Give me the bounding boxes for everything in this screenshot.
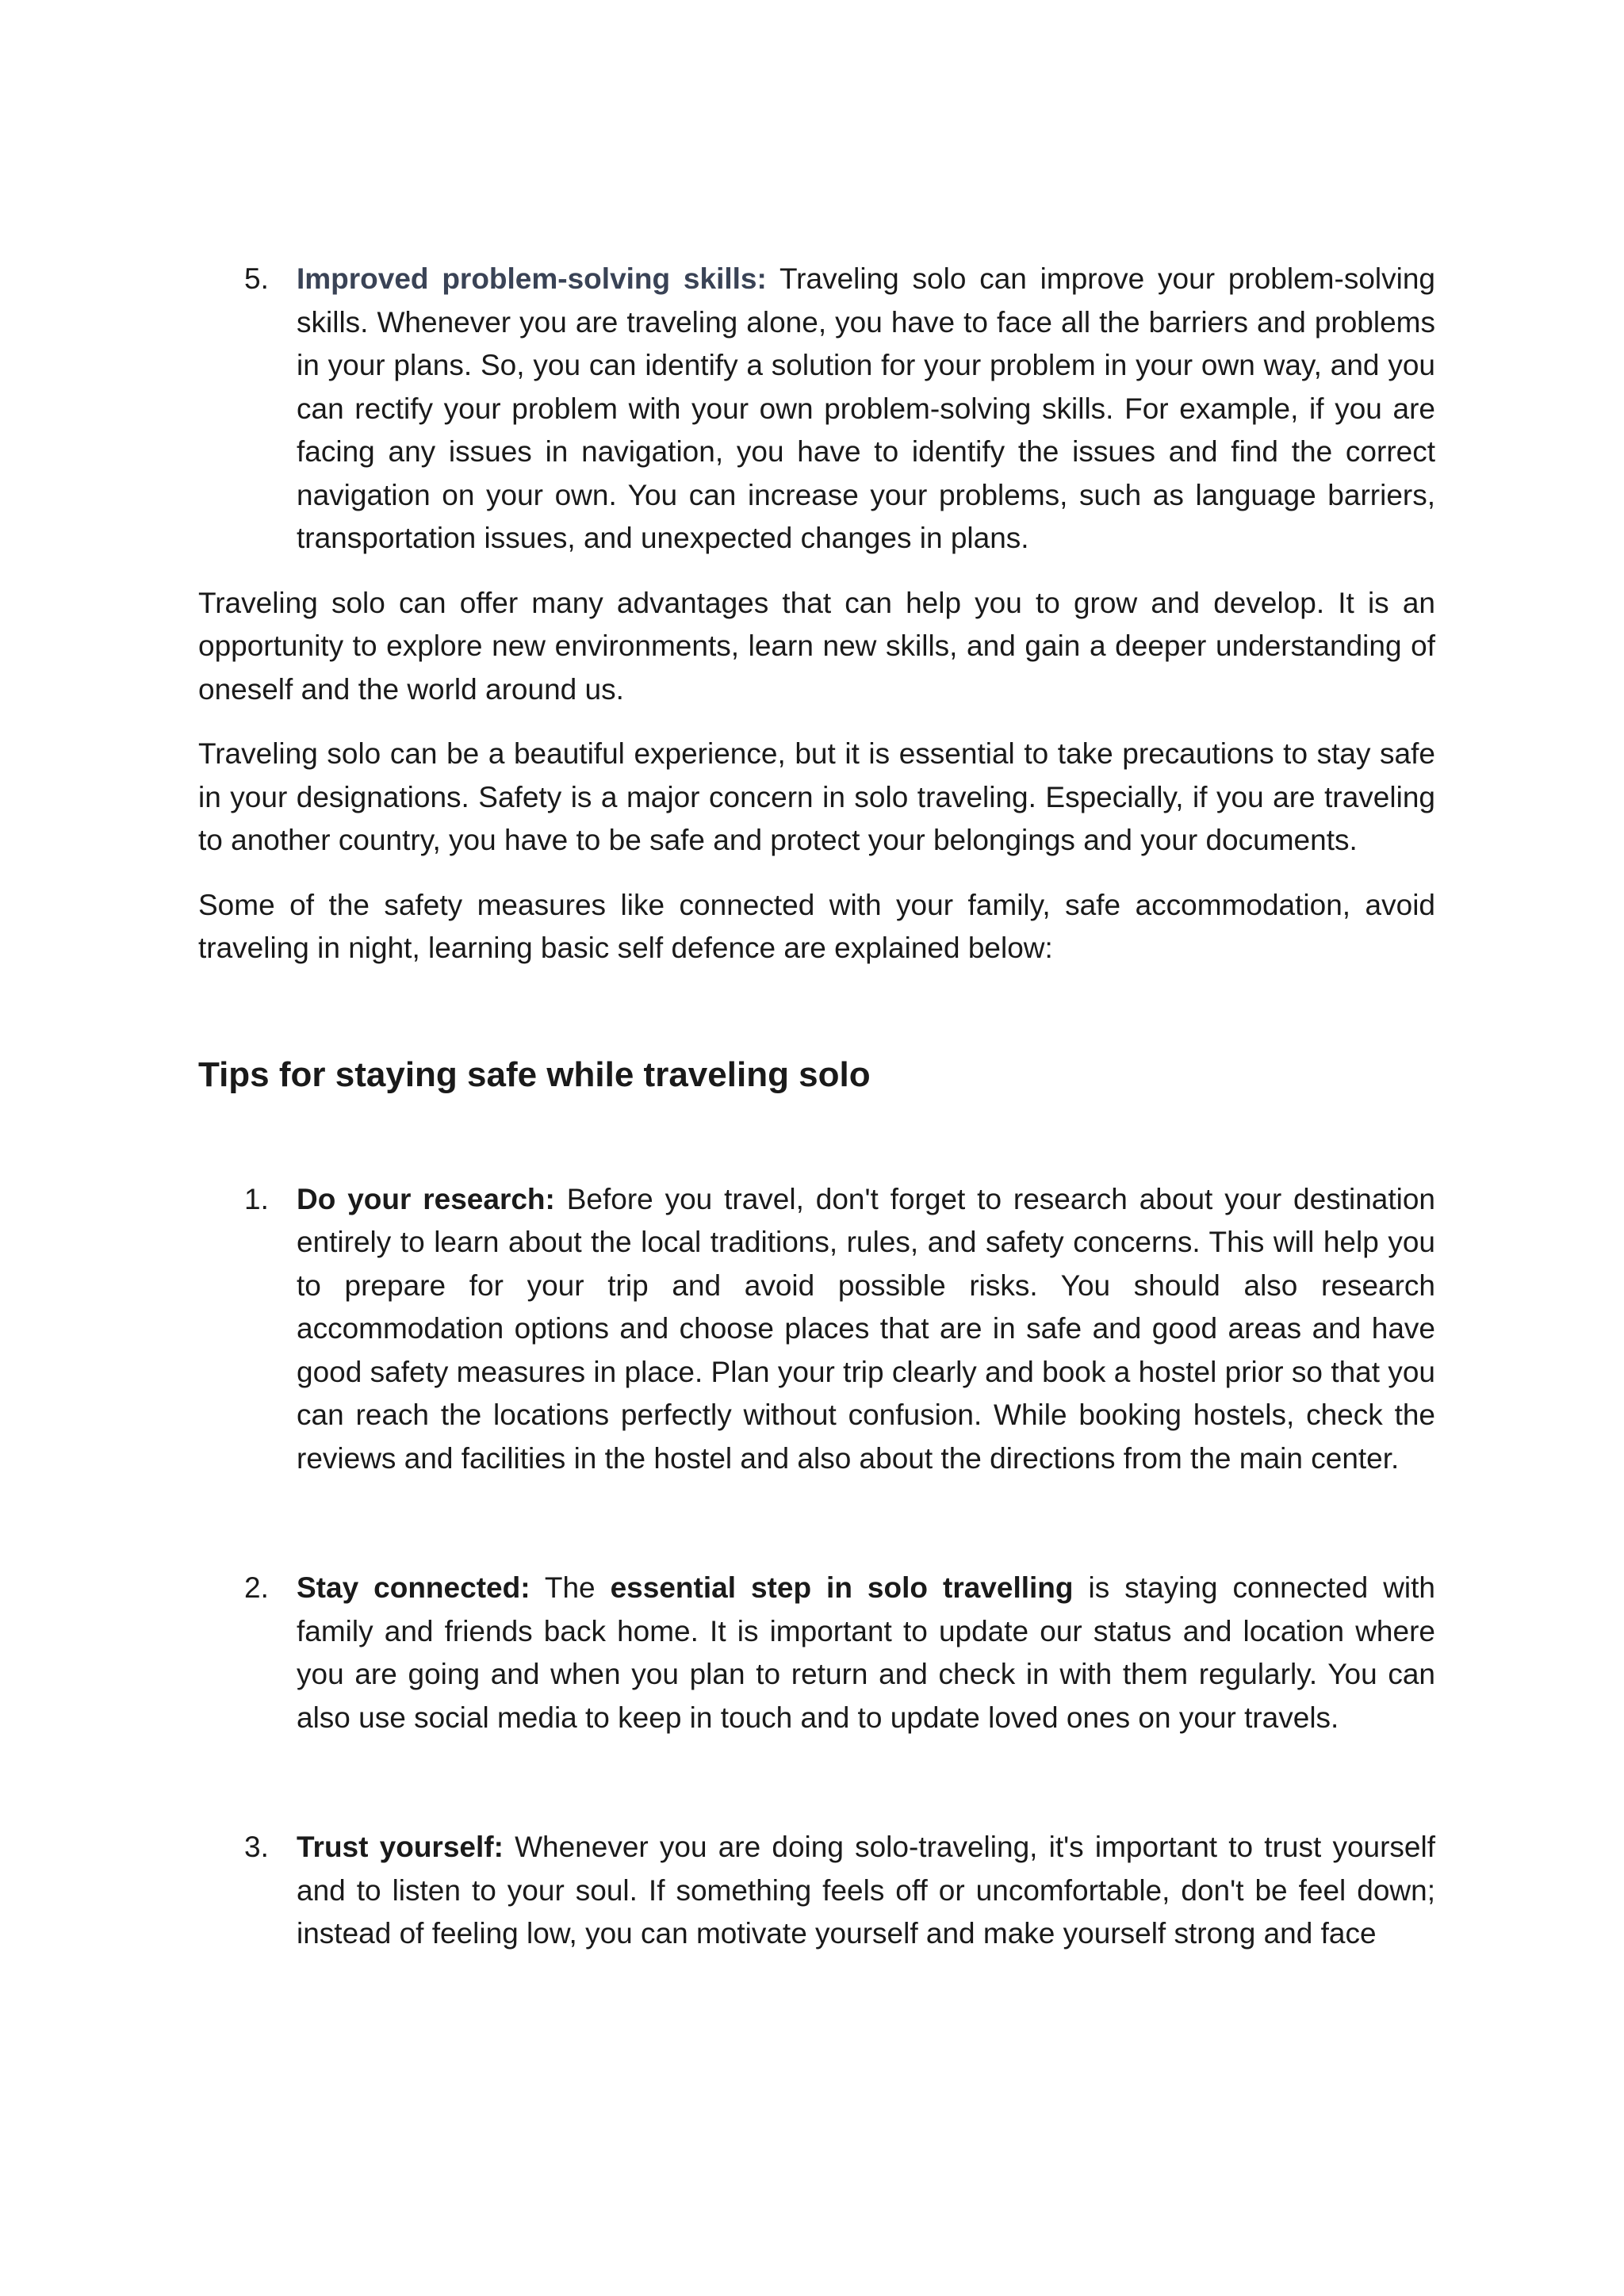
list-number: 3. — [244, 1831, 269, 1863]
list-item-trust-yourself — [198, 1826, 1435, 1956]
paragraph-measures: Some of the safety measures like connected with your family, safe accommodation, avoid traveling in night, learning basic self defence are explained below: — [198, 888, 1435, 964]
list-item-text: is staying connected with family and friends back home. It is important to update our status and location where you are going and when you plan to return and check in with them regularly. You can also use social media to keep in touch and to update loved ones on your travels. — [297, 1571, 1435, 1734]
list-item-problem-solving — [198, 258, 1435, 561]
list-number: 1. — [244, 1182, 269, 1215]
list-item-lead: Improved problem-solving skills: — [297, 262, 767, 295]
list-item-lead: Trust yourself: — [297, 1831, 504, 1863]
document-body — [198, 258, 1435, 1956]
section-heading: Tips for staying safe while traveling solo — [198, 1054, 871, 1094]
list-item-emphasis: essential step in solo travelling — [610, 1571, 1074, 1604]
list-item-text: Whenever you are doing solo-traveling, it's important to trust yourself and to listen to your soul. If something feels off or uncomfortable, don't be feel down; instead of feeling low, you can motivate yourself and make yourself strong and face — [297, 1831, 1435, 1950]
list-item-text: The — [530, 1571, 611, 1604]
list-item-research — [198, 1178, 1435, 1481]
list-item-text: Before you travel, don't forget to research about your destination entirely to learn about the local traditions, rules, and safety concerns. This will help you to prepare for your trip and avoid possible risks. You should also research accommodation options and choose places that are in safe and good areas and have good safety measures in place. Plan your trip clearly and book a hostel prior so that you can reach the locations perfectly without confusion. While booking hostels, check the reviews and facilities in the hostel and also about the directions from the main center. — [297, 1182, 1436, 1475]
list-number: 2. — [244, 1571, 269, 1604]
list-number: 5. — [244, 262, 269, 295]
paragraph-safety: Traveling solo can be a beautiful experience, but it is essential to take precautions to stay safe in your designations. Safety is a major concern in solo traveling. Especially, if you are traveling to another country, you have to be safe and protect your belongings and your documents. — [198, 737, 1435, 856]
list-item-text: Traveling solo can improve your problem-solving skills. Whenever you are traveling alone, you have to face all the barriers and problems in your plans. So, you can identify a solution for your problem in your own way, and you can rectify your problem with your own problem-solving skills. For example, if you are facing any issues in navigation, you have to identify the issues and find the correct navigation on your own. You can increase your problems, such as language barriers, transportation issues, and unexpected changes in plans. — [297, 262, 1435, 554]
list-item-lead: Do your research: — [297, 1182, 555, 1215]
list-item-stay-connected — [198, 1567, 1435, 1739]
paragraph-advantages: Traveling solo can offer many advantages that can help you to grow and develop. It is an opportunity to explore new environments, learn new skills, and gain a deeper understanding of oneself and the world around us. — [198, 586, 1435, 706]
list-item-lead: Stay connected: — [297, 1571, 530, 1604]
